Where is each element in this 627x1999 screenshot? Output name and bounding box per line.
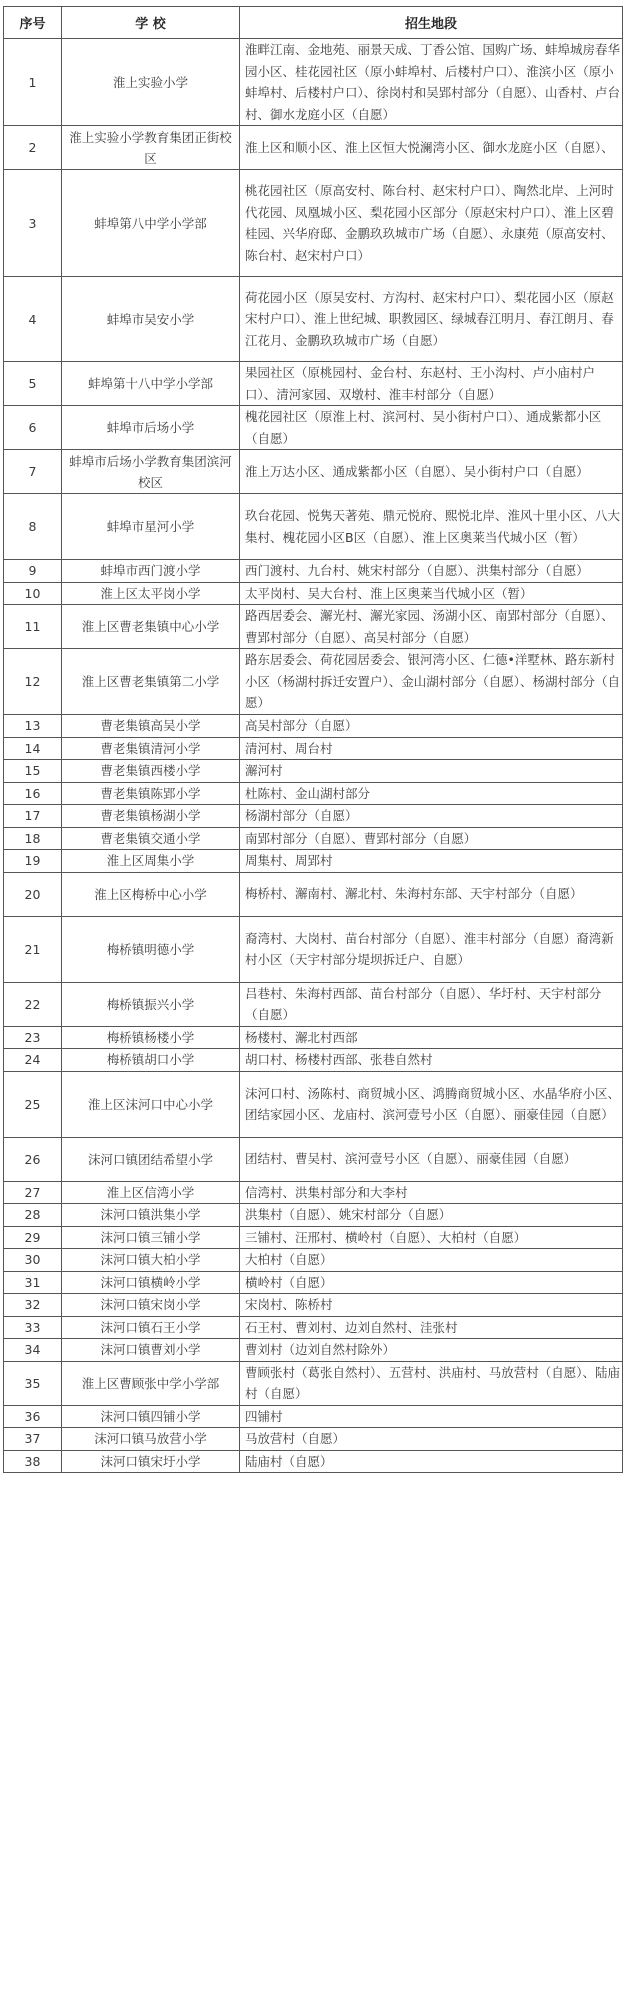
school-name: 淮上区信湾小学 [62, 1181, 240, 1204]
school-name: 曹老集镇清河小学 [62, 737, 240, 760]
school-name: 沫河口镇宋岗小学 [62, 1294, 240, 1317]
row-number: 15 [4, 760, 62, 783]
enrollment-area: 裔湾村、大岗村、苗台村部分（自愿）、淮丰村部分（自愿）裔湾新村小区（天宇村部分堤坝拆迁户、自愿） [240, 916, 623, 982]
enrollment-area: 清河村、周台村 [240, 737, 623, 760]
table-row [4, 1339, 623, 1362]
school-name: 曹老集镇陈郢小学 [62, 782, 240, 805]
enrollment-area: 澥河村 [240, 760, 623, 783]
row-number: 18 [4, 827, 62, 850]
row-number: 20 [4, 872, 62, 916]
table-row [4, 170, 623, 277]
enrollment-area: 四铺村 [240, 1405, 623, 1428]
school-name: 沫河口镇宋圩小学 [62, 1450, 240, 1473]
table-row [4, 916, 623, 982]
row-number: 32 [4, 1294, 62, 1317]
row-number: 34 [4, 1339, 62, 1362]
enrollment-zone-table [3, 6, 623, 1473]
row-number: 9 [4, 560, 62, 583]
header-no: 序号 [4, 7, 62, 39]
row-number: 36 [4, 1405, 62, 1428]
table-row [4, 1181, 623, 1204]
table-row [4, 1249, 623, 1272]
enrollment-area: 团结村、曹吴村、滨河壹号小区（自愿）、丽豪佳园（自愿） [240, 1137, 623, 1181]
school-name: 蚌埠市后场小学 [62, 406, 240, 450]
table-row [4, 126, 623, 170]
enrollment-area: 淮上万达小区、通成紫都小区（自愿）、吴小街村户口（自愿） [240, 450, 623, 494]
row-number: 14 [4, 737, 62, 760]
table-row [4, 39, 623, 126]
row-number: 37 [4, 1428, 62, 1451]
table-row [4, 1361, 623, 1405]
header-area: 招生地段 [240, 7, 623, 39]
table-row [4, 1271, 623, 1294]
school-name: 沫河口镇四铺小学 [62, 1405, 240, 1428]
enrollment-area: 曹刘村（边刘自然村除外） [240, 1339, 623, 1362]
row-number: 3 [4, 170, 62, 277]
school-name: 梅桥镇振兴小学 [62, 982, 240, 1026]
enrollment-area: 杜陈村、金山湖村部分 [240, 782, 623, 805]
table-row [4, 872, 623, 916]
enrollment-area: 路西居委会、澥光村、澥光家园、汤湖小区、南郢村部分（自愿）、曹郢村部分（自愿）、高吴村部分（自愿） [240, 605, 623, 649]
table-row [4, 362, 623, 406]
table-row [4, 827, 623, 850]
row-number: 30 [4, 1249, 62, 1272]
enrollment-area: 杨楼村、澥北村西部 [240, 1026, 623, 1049]
enrollment-area: 大柏村（自愿） [240, 1249, 623, 1272]
row-number: 11 [4, 605, 62, 649]
table-row [4, 805, 623, 828]
enrollment-area: 玖台花园、悦隽天著苑、鼎元悦府、熙悦北岸、淮风十里小区、八大集村、槐花园小区B区（自愿）、淮上区奥莱当代城小区（暂） [240, 494, 623, 560]
school-name: 沫河口镇洪集小学 [62, 1204, 240, 1227]
row-number: 21 [4, 916, 62, 982]
row-number: 1 [4, 39, 62, 126]
enrollment-area: 陆庙村（自愿） [240, 1450, 623, 1473]
row-number: 12 [4, 649, 62, 715]
row-number: 4 [4, 277, 62, 362]
school-name: 曹老集镇交通小学 [62, 827, 240, 850]
school-name: 蚌埠第十八中学小学部 [62, 362, 240, 406]
header-school: 学 校 [62, 7, 240, 39]
school-name: 蚌埠市西门渡小学 [62, 560, 240, 583]
enrollment-area: 洪集村（自愿）、姚宋村部分（自愿） [240, 1204, 623, 1227]
table-row [4, 406, 623, 450]
school-name: 淮上区曹老集镇第二小学 [62, 649, 240, 715]
row-number: 31 [4, 1271, 62, 1294]
enrollment-area: 槐花园社区（原淮上村、滨河村、吴小街村户口）、通成紫都小区（自愿） [240, 406, 623, 450]
table-row [4, 1204, 623, 1227]
table-row [4, 1428, 623, 1451]
enrollment-area: 吕巷村、朱海村西部、苗台村部分（自愿）、华圩村、天宇村部分（自愿） [240, 982, 623, 1026]
table-row [4, 277, 623, 362]
table-row [4, 850, 623, 873]
school-name: 淮上区曹老集镇中心小学 [62, 605, 240, 649]
enrollment-area: 桃花园社区（原高安村、陈台村、赵宋村户口）、陶然北岸、上河时代花园、凤凰城小区、梨花园小区部分（原赵宋村户口）、淮上区碧桂园、兴华府邸、金鹏玖玖城市广场（自愿）、永康苑（原高安村、陈台村、赵宋村户口） [240, 170, 623, 277]
school-name: 曹老集镇杨湖小学 [62, 805, 240, 828]
school-name: 淮上实验小学教育集团正街校区 [62, 126, 240, 170]
school-name: 淮上区太平岗小学 [62, 582, 240, 605]
row-number: 10 [4, 582, 62, 605]
table-row [4, 1294, 623, 1317]
enrollment-area: 曹顾张村（葛张自然村）、五营村、洪庙村、马放营村（自愿）、陆庙村（自愿） [240, 1361, 623, 1405]
table-row [4, 605, 623, 649]
row-number: 13 [4, 715, 62, 738]
enrollment-area: 宋岗村、陈桥村 [240, 1294, 623, 1317]
school-name: 沫河口镇团结希望小学 [62, 1137, 240, 1181]
school-name: 蚌埠第八中学小学部 [62, 170, 240, 277]
table-row [4, 1316, 623, 1339]
table-row [4, 1450, 623, 1473]
row-number: 23 [4, 1026, 62, 1049]
enrollment-area: 南郢村部分（自愿）、曹郢村部分（自愿） [240, 827, 623, 850]
row-number: 6 [4, 406, 62, 450]
table-row [4, 982, 623, 1026]
school-name: 淮上区周集小学 [62, 850, 240, 873]
table-row [4, 1405, 623, 1428]
table-row [4, 1137, 623, 1181]
table-row [4, 760, 623, 783]
school-name: 沫河口镇石王小学 [62, 1316, 240, 1339]
enrollment-area: 果园社区（原桃园村、金台村、东赵村、王小沟村、卢小庙村户口）、清河家园、双墩村、淮丰村部分（自愿） [240, 362, 623, 406]
table-row [4, 1226, 623, 1249]
school-name: 沫河口镇横岭小学 [62, 1271, 240, 1294]
row-number: 26 [4, 1137, 62, 1181]
school-name: 梅桥镇杨楼小学 [62, 1026, 240, 1049]
table-row [4, 582, 623, 605]
school-name: 沫河口镇大柏小学 [62, 1249, 240, 1272]
table-row [4, 715, 623, 738]
table-row [4, 1026, 623, 1049]
enrollment-area: 荷花园小区（原吴安村、方沟村、赵宋村户口）、梨花园小区（原赵宋村户口）、淮上世纪城、职教园区、绿城春江明月、春江朗月、春江花月、金鹏玖玖城市广场（自愿） [240, 277, 623, 362]
table-row [4, 1049, 623, 1072]
row-number: 29 [4, 1226, 62, 1249]
school-name: 淮上区沫河口中心小学 [62, 1071, 240, 1137]
school-name: 沫河口镇曹刘小学 [62, 1339, 240, 1362]
school-name: 沫河口镇三铺小学 [62, 1226, 240, 1249]
school-name: 曹老集镇西楼小学 [62, 760, 240, 783]
row-number: 8 [4, 494, 62, 560]
school-name: 蚌埠市后场小学教育集团滨河校区 [62, 450, 240, 494]
enrollment-area: 石王村、曹刘村、边刘自然村、洼张村 [240, 1316, 623, 1339]
school-name: 梅桥镇明德小学 [62, 916, 240, 982]
table-row [4, 649, 623, 715]
enrollment-area: 周集村、周郢村 [240, 850, 623, 873]
row-number: 28 [4, 1204, 62, 1227]
row-number: 2 [4, 126, 62, 170]
enrollment-area: 马放营村（自愿） [240, 1428, 623, 1451]
row-number: 33 [4, 1316, 62, 1339]
enrollment-area: 淮上区和顺小区、淮上区恒大悦澜湾小区、御水龙庭小区（自愿）、 [240, 126, 623, 170]
enrollment-area: 西门渡村、九台村、姚宋村部分（自愿）、洪集村部分（自愿） [240, 560, 623, 583]
row-number: 27 [4, 1181, 62, 1204]
row-number: 24 [4, 1049, 62, 1072]
row-number: 38 [4, 1450, 62, 1473]
enrollment-area: 淮畔江南、金地苑、丽景天成、丁香公馆、国购广场、蚌埠城房春华园小区、桂花园社区（原小蚌埠村、后楼村户口）、淮滨小区（原小蚌埠村、后楼村户口）、徐岗村和吴郢村部分（自愿）、山香村、卢台村、御水龙庭小区（自愿） [240, 39, 623, 126]
school-name: 梅桥镇胡口小学 [62, 1049, 240, 1072]
row-number: 19 [4, 850, 62, 873]
enrollment-area: 太平岗村、吴大台村、淮上区奥莱当代城小区（暂） [240, 582, 623, 605]
row-number: 17 [4, 805, 62, 828]
school-name: 蚌埠市吴安小学 [62, 277, 240, 362]
school-name: 沫河口镇马放营小学 [62, 1428, 240, 1451]
enrollment-area: 杨湖村部分（自愿） [240, 805, 623, 828]
school-name: 淮上实验小学 [62, 39, 240, 126]
row-number: 7 [4, 450, 62, 494]
table-row [4, 450, 623, 494]
enrollment-area: 沫河口村、汤陈村、商贸城小区、鸿腾商贸城小区、水晶华府小区、团结家园小区、龙庙村、滨河壹号小区（自愿）、丽豪佳园（自愿） [240, 1071, 623, 1137]
table-row [4, 1071, 623, 1137]
table-row [4, 494, 623, 560]
table-row [4, 737, 623, 760]
school-name: 淮上区曹顾张中学小学部 [62, 1361, 240, 1405]
row-number: 25 [4, 1071, 62, 1137]
enrollment-area: 胡口村、杨楼村西部、张巷自然村 [240, 1049, 623, 1072]
enrollment-area: 梅桥村、澥南村、澥北村、朱海村东部、天宇村部分（自愿） [240, 872, 623, 916]
school-name: 曹老集镇高吴小学 [62, 715, 240, 738]
table-body [4, 39, 623, 1473]
enrollment-area: 路东居委会、荷花园居委会、银河湾小区、仁德•洋墅林、路东新村小区（杨湖村拆迁安置户）、金山湖村部分（自愿）、杨湖村部分（自愿） [240, 649, 623, 715]
row-number: 35 [4, 1361, 62, 1405]
row-number: 5 [4, 362, 62, 406]
enrollment-area: 信湾村、洪集村部分和大李村 [240, 1181, 623, 1204]
enrollment-area: 三铺村、汪邢村、横岭村（自愿）、大柏村（自愿） [240, 1226, 623, 1249]
enrollment-area: 高吴村部分（自愿） [240, 715, 623, 738]
row-number: 16 [4, 782, 62, 805]
table-row [4, 560, 623, 583]
row-number: 22 [4, 982, 62, 1026]
school-name: 蚌埠市星河小学 [62, 494, 240, 560]
header-row [4, 7, 623, 39]
school-name: 淮上区梅桥中心小学 [62, 872, 240, 916]
table-row [4, 782, 623, 805]
enrollment-area: 横岭村（自愿） [240, 1271, 623, 1294]
